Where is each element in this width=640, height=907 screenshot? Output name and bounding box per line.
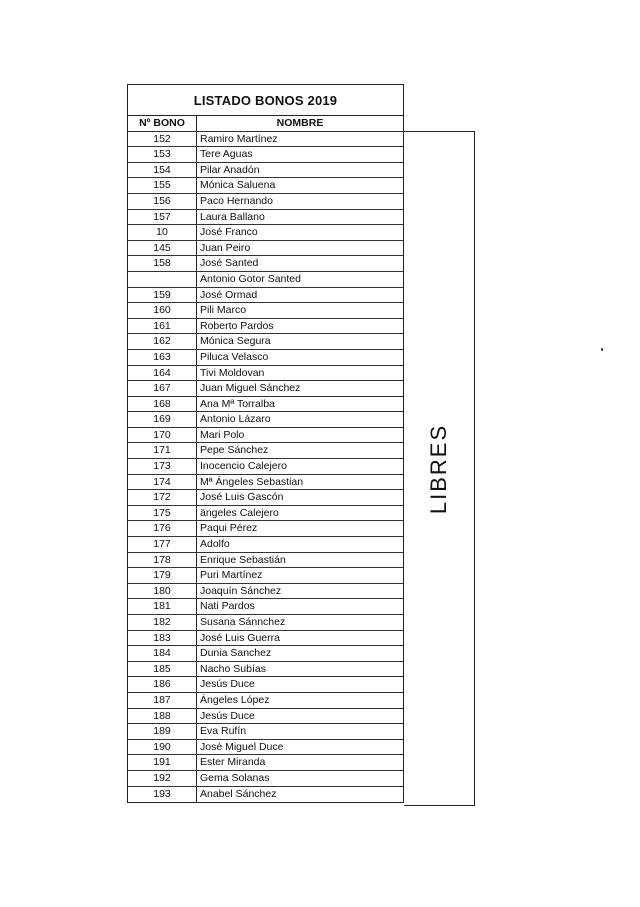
table-row xyxy=(128,210,403,226)
bono-number-cell: 182 xyxy=(128,615,197,630)
table-row xyxy=(128,350,403,366)
bono-number-cell: 162 xyxy=(128,334,197,349)
bono-name-cell: Antonio Lázaro xyxy=(200,413,271,426)
scan-speck xyxy=(601,348,603,351)
bono-number-cell: 167 xyxy=(128,381,197,396)
table-row xyxy=(128,412,403,428)
table-row xyxy=(128,397,403,413)
bono-name-cell: Gema Solanas xyxy=(200,771,270,784)
bono-name-cell: José Ormad xyxy=(200,288,258,301)
table-row xyxy=(128,662,403,678)
bono-number-cell: 156 xyxy=(128,194,197,209)
bono-number-cell: 145 xyxy=(128,241,197,256)
bono-name-cell: Dunia Sanchez xyxy=(200,647,272,660)
table-row xyxy=(128,366,403,382)
bono-number-cell: 155 xyxy=(128,178,197,193)
bono-name-cell: Jesús Duce xyxy=(200,678,255,691)
bono-number-cell: 176 xyxy=(128,521,197,536)
bono-name-cell: Ester Miranda xyxy=(200,756,266,769)
table-row xyxy=(128,537,403,553)
bono-number-cell: 159 xyxy=(128,288,197,303)
bono-name-cell: Antonio Gotor Santed xyxy=(200,272,301,285)
bono-number-cell: 177 xyxy=(128,537,197,552)
bono-number-cell: 191 xyxy=(128,755,197,770)
table-row xyxy=(128,178,403,194)
bonos-table xyxy=(127,116,404,803)
bono-name-cell: Mari Polo xyxy=(200,428,245,441)
bono-name-cell: Tivi Moldovan xyxy=(200,366,265,379)
table-row xyxy=(128,755,403,771)
bono-number-cell: 172 xyxy=(128,490,197,505)
bono-number-cell: 181 xyxy=(128,599,197,614)
table-row xyxy=(128,428,403,444)
table-row xyxy=(128,225,403,241)
table-row xyxy=(128,132,403,148)
bono-name-cell: Roberto Pardos xyxy=(200,319,274,332)
bono-number-cell: 179 xyxy=(128,568,197,583)
bono-number-cell: 170 xyxy=(128,428,197,443)
table-row xyxy=(128,288,403,304)
table-row xyxy=(128,771,403,787)
bono-number-cell: 168 xyxy=(128,397,197,412)
table-row xyxy=(128,599,403,615)
bono-name-cell: Ramiro Martínez xyxy=(200,132,278,145)
table-row xyxy=(128,256,403,272)
bono-name-cell: Tere Aguas xyxy=(200,148,253,161)
free-bonos-box xyxy=(404,131,475,806)
bono-number-cell: 158 xyxy=(128,256,197,271)
bono-name-cell: Piluca Velasco xyxy=(200,350,269,363)
table-row xyxy=(128,319,403,335)
table-row xyxy=(128,506,403,522)
bono-name-cell: Anabel Sánchez xyxy=(200,787,277,800)
column-header-number: Nº BONO xyxy=(128,116,197,131)
table-row xyxy=(128,709,403,725)
bono-name-cell: Juan Peiro xyxy=(200,241,251,254)
bono-name-cell: Jesús Duce xyxy=(200,709,255,722)
bono-number-cell: 173 xyxy=(128,459,197,474)
table-row xyxy=(128,677,403,693)
bono-name-cell: Laura Ballano xyxy=(200,210,265,223)
bono-name-cell: Eva Rufín xyxy=(200,725,247,738)
bono-number-cell: 164 xyxy=(128,366,197,381)
bono-name-cell: Ángeles López xyxy=(200,693,270,706)
bono-number-cell: 10 xyxy=(128,225,197,240)
bono-name-cell: José Luis Gascón xyxy=(200,491,284,504)
bono-number-cell: 185 xyxy=(128,662,197,677)
table-row xyxy=(128,693,403,709)
bono-number-cell: 174 xyxy=(128,475,197,490)
table-row xyxy=(128,568,403,584)
bono-name-cell: Pili Marco xyxy=(200,304,247,317)
bono-number-cell: 186 xyxy=(128,677,197,692)
bono-name-cell: Ana Mª Torralba xyxy=(200,397,275,410)
table-row xyxy=(128,615,403,631)
table-row xyxy=(128,147,403,163)
bono-number-cell: 184 xyxy=(128,646,197,661)
document-title: LISTADO BONOS 2019 xyxy=(127,84,404,116)
bono-name-cell: Adolfo xyxy=(200,538,230,551)
table-row xyxy=(128,475,403,491)
table-row xyxy=(128,490,403,506)
bono-number-cell: 190 xyxy=(128,740,197,755)
bono-number-cell: 171 xyxy=(128,443,197,458)
bono-name-cell: Joaquín Sánchez xyxy=(200,584,282,597)
bono-number-cell xyxy=(128,272,197,287)
table-row xyxy=(128,194,403,210)
bono-name-cell: Inocencio Calejero xyxy=(200,460,287,473)
free-label: LIBRES xyxy=(426,423,451,514)
table-row xyxy=(128,303,403,319)
table-row xyxy=(128,646,403,662)
bono-name-cell: José Miguel Duce xyxy=(200,740,284,753)
table-header-row xyxy=(128,116,403,132)
table-row xyxy=(128,272,403,288)
bono-name-cell: Mª Ángeles Sebastian xyxy=(200,475,304,488)
bono-name-cell: Mónica Saluena xyxy=(200,179,276,192)
bono-number-cell: 169 xyxy=(128,412,197,427)
bono-name-cell: Paco Hernando xyxy=(200,194,273,207)
bono-number-cell: 178 xyxy=(128,553,197,568)
bono-name-cell: Juan Miguel Sánchez xyxy=(200,382,301,395)
bono-name-cell: Nati Pardos xyxy=(200,600,255,613)
column-header-name: NOMBRE xyxy=(276,117,324,129)
bono-number-cell: 157 xyxy=(128,210,197,225)
bono-number-cell: 163 xyxy=(128,350,197,365)
bono-name-cell: José Santed xyxy=(200,257,259,270)
bono-name-cell: José Luis Guerra xyxy=(200,631,280,644)
table-row xyxy=(128,584,403,600)
bono-name-cell: Pepe Sánchez xyxy=(200,444,269,457)
bono-number-cell: 188 xyxy=(128,709,197,724)
bono-name-cell: ängeles Calejero xyxy=(200,506,279,519)
bono-name-cell: Mónica Segura xyxy=(200,335,271,348)
table-row xyxy=(128,631,403,647)
bono-number-cell: 180 xyxy=(128,584,197,599)
table-row xyxy=(128,443,403,459)
bono-name-cell: Pilar Anadón xyxy=(200,163,260,176)
table-row xyxy=(128,459,403,475)
table-row xyxy=(128,163,403,179)
bono-name-cell: Paqui Pérez xyxy=(200,522,258,535)
bono-number-cell: 175 xyxy=(128,506,197,521)
bono-name-cell: José Franco xyxy=(200,226,258,239)
bono-number-cell: 161 xyxy=(128,319,197,334)
table-row xyxy=(128,241,403,257)
bono-number-cell: 187 xyxy=(128,693,197,708)
bono-name-cell: Susana Sánnchez xyxy=(200,616,286,628)
table-row xyxy=(128,724,403,740)
bono-number-cell: 193 xyxy=(128,787,197,803)
table-row xyxy=(128,381,403,397)
bono-name-cell: Enrique Sebastián xyxy=(200,553,286,566)
bono-number-cell: 192 xyxy=(128,771,197,786)
bono-number-cell: 153 xyxy=(128,147,197,162)
table-row xyxy=(128,787,403,803)
bono-name-cell: Puri Martínez xyxy=(200,569,263,582)
bono-number-cell: 183 xyxy=(128,631,197,646)
bono-number-cell: 152 xyxy=(128,132,197,147)
bono-number-cell: 154 xyxy=(128,163,197,178)
table-row xyxy=(128,740,403,756)
bono-number-cell: 189 xyxy=(128,724,197,739)
bono-number-cell: 160 xyxy=(128,303,197,318)
table-row xyxy=(128,334,403,350)
table-row xyxy=(128,553,403,569)
table-row xyxy=(128,521,403,537)
bono-name-cell: Nacho Subías xyxy=(200,662,266,675)
